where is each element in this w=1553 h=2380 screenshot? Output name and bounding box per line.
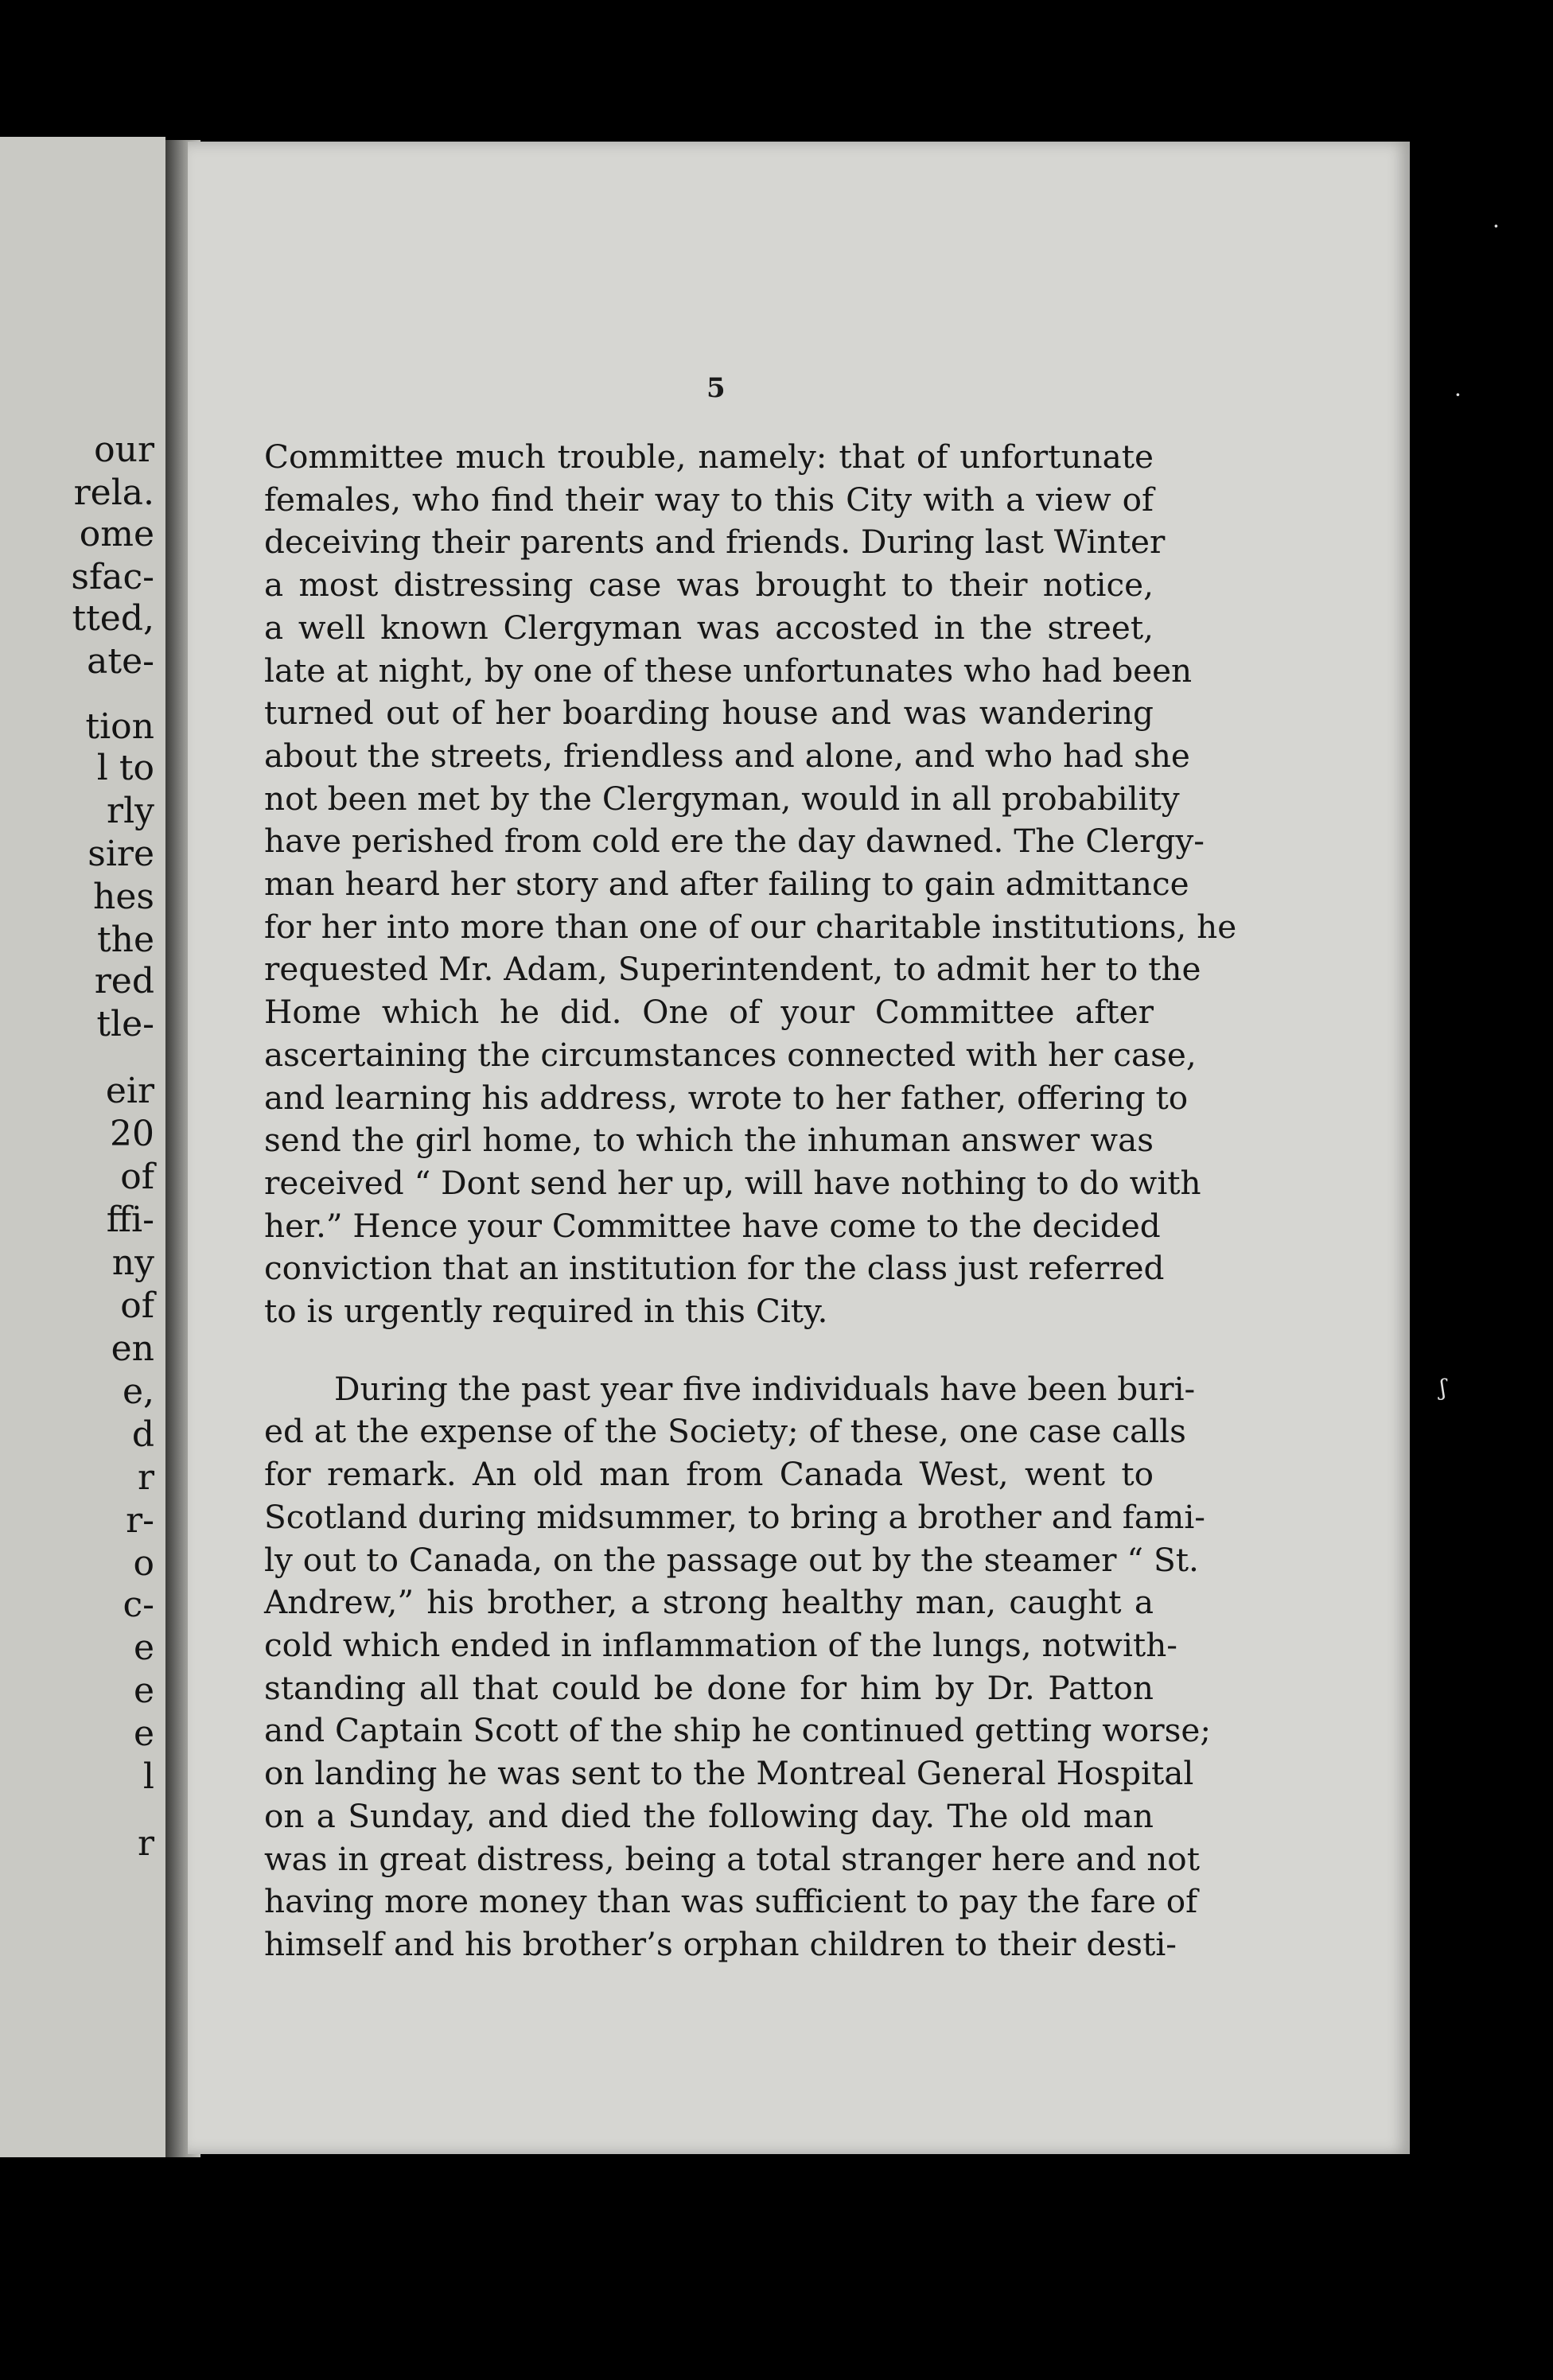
text-line: requested Mr. Adam, Superintendent, to admit her to the (264, 950, 1201, 989)
scan-speck: · (1493, 213, 1500, 239)
facing-page-fragment: red (94, 961, 154, 1001)
facing-page-fragment: r- (126, 1500, 154, 1541)
scan-speck: ʃ (1440, 1375, 1446, 1401)
body-text (264, 436, 1237, 1966)
facing-page-fragment: our (94, 430, 154, 470)
text-line: received “ Dont send her up, will have nothing to do with (264, 1163, 1201, 1202)
scan-speck: · (1454, 382, 1462, 408)
text-line: ed at the expense of the Society; of these, one case calls (264, 1412, 1186, 1451)
text-line: for remark. An old man from Canada West, went to (264, 1455, 1154, 1494)
text-line: cold which ended in inflammation of the lungs, notwith- (264, 1625, 1177, 1664)
text-line: her.” Hence your Committee have come to the decided (264, 1206, 1161, 1245)
facing-page-fragment: sire (88, 834, 154, 874)
facing-page-fragment: ny (111, 1242, 154, 1283)
facing-page-fragment: tle- (96, 1004, 154, 1044)
facing-page-fragment: c- (123, 1585, 154, 1625)
facing-page-fragment: l to (96, 748, 154, 788)
facing-page-fragment: e, (122, 1371, 154, 1412)
text-line: was in great distress, being a total stranger here and not (264, 1839, 1200, 1878)
text-line: for her into more than one of our charitable institutions, he (264, 907, 1237, 946)
facing-page-fragment: d (131, 1414, 154, 1455)
text-line: send the girl home, to which the inhuman answer was (264, 1121, 1154, 1160)
facing-page-fragment: e (133, 1670, 154, 1711)
page-number: 5 (706, 372, 726, 404)
facing-page-fragment: e (133, 1713, 154, 1754)
text-line: not been met by the Clergyman, would in all probability (264, 779, 1180, 818)
text-line: having more money than was sufficient to pay the fare of (264, 1882, 1198, 1921)
facing-page-fragment: r (137, 1457, 154, 1498)
facing-page-fragment: tion (85, 706, 154, 747)
paragraph-2 (264, 1368, 1212, 1966)
text-line: a most distressing case was brought to their notice, (264, 566, 1154, 605)
facing-page-fragment: tted, (72, 598, 154, 639)
facing-page-fragment: e (133, 1628, 154, 1668)
text-line: Scotland during midsummer, to bring a brother and fami- (264, 1497, 1205, 1536)
text-line: man heard her story and after failing to gain admittance (264, 865, 1189, 904)
facing-page-fragment: en (111, 1328, 154, 1369)
facing-page (0, 137, 165, 2157)
facing-page-fragment: eir (105, 1071, 154, 1111)
facing-page-fragment: 20 (110, 1114, 154, 1154)
text-line: standing all that could be done for him by Dr. Patton (264, 1668, 1154, 1707)
text-line: Home which he did. One of your Committee after (264, 993, 1154, 1032)
facing-page-fragment: sfac- (71, 557, 154, 597)
text-line: have perished from cold ere the day dawned. The Clergy- (264, 822, 1205, 861)
facing-page-fragment: l (142, 1756, 154, 1797)
facing-page-fragment: rela. (73, 472, 154, 513)
facing-page-fragment: rly (107, 791, 154, 831)
facing-page-fragment: ome (79, 514, 154, 554)
facing-page-fragment: of (120, 1157, 154, 1197)
facing-page-fragment: the (96, 920, 154, 960)
facing-page-fragment: hes (93, 877, 154, 917)
text-line: about the streets, friendless and alone, and who had she (264, 736, 1190, 775)
text-line: ascertaining the circumstances connected with her case, (264, 1035, 1197, 1074)
facing-page-fragment: r (137, 1823, 154, 1864)
paragraph-1 (264, 436, 1237, 1333)
text-line: females, who find their way to this City with a view of (264, 480, 1154, 519)
facing-page-fragment: o (133, 1543, 154, 1584)
text-line: late at night, by one of these unfortunates who had been (264, 651, 1193, 690)
text-line: deceiving their parents and friends. During last Winter (264, 523, 1166, 562)
facing-page-fragment: ffi- (106, 1200, 154, 1240)
facing-page-fragment: ate- (87, 641, 154, 682)
text-line: Committee much trouble, namely: that of unfortunate (264, 438, 1154, 476)
text-line: During the past year five individuals have been buri- (334, 1369, 1196, 1408)
text-line: and Captain Scott of the ship he continued getting worse; (264, 1711, 1212, 1750)
text-line: conviction that an institution for the class just referred (264, 1249, 1165, 1288)
text-line: and learning his address, wrote to her father, offering to (264, 1078, 1189, 1117)
text-line: a well known Clergyman was accosted in the street, (264, 608, 1154, 647)
text-line: ly out to Canada, on the passage out by the steamer “ St. (264, 1540, 1199, 1579)
facing-page-fragment: of (120, 1285, 154, 1326)
text-line: to is urgently required in this City. (264, 1292, 828, 1331)
text-line: on landing he was sent to the Montreal General Hospital (264, 1754, 1194, 1793)
text-line: on a Sunday, and died the following day. The old man (264, 1796, 1154, 1835)
text-line: Andrew,” his brother, a strong healthy man, caught a (264, 1583, 1154, 1622)
text-line: turned out of her boarding house and was wandering (264, 694, 1154, 733)
text-line: himself and his brother’s orphan children to their desti- (264, 1924, 1177, 1963)
